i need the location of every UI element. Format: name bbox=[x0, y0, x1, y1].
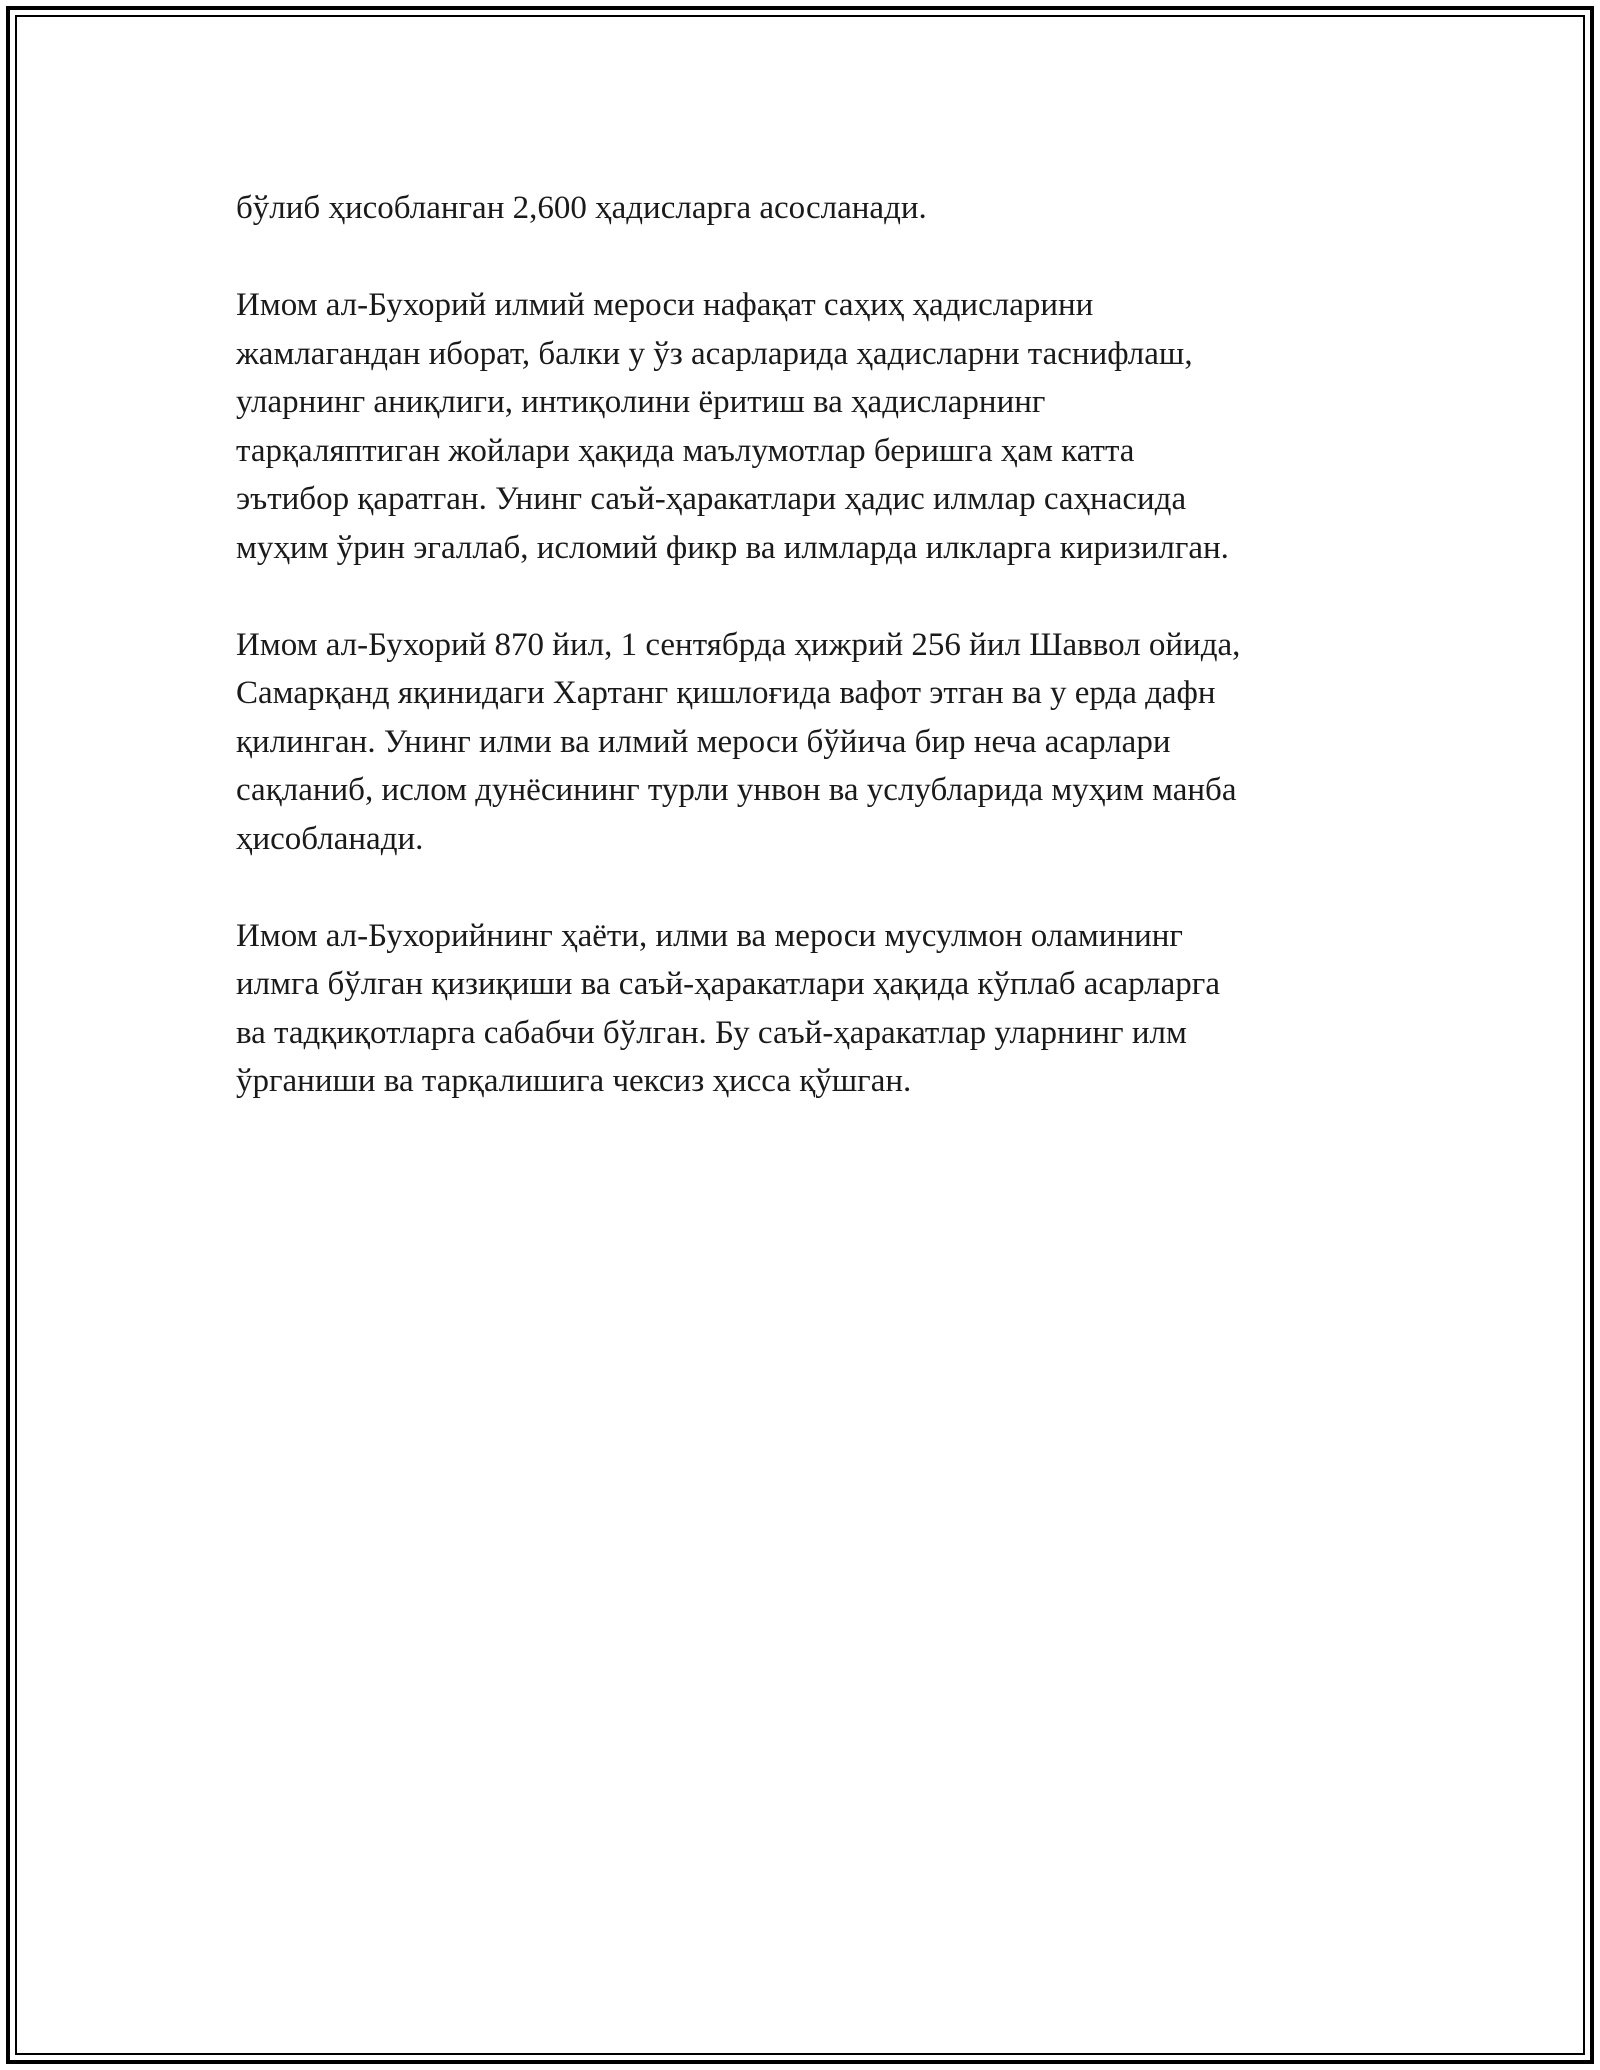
document-body bbox=[236, 184, 1396, 1154]
text-line: Имом ал-Бухорий 870 йил, 1 сентябрда ҳижрий 256 йил Шаввол ойида, bbox=[236, 626, 1241, 663]
text-line: Самарқанд яқинидаги Хартанг қишлоғида вафот этган ва у ерда дафн bbox=[236, 675, 1216, 711]
text-line: қилинган. Унинг илми ва илмий мероси бўйича бир неча асарлари bbox=[236, 723, 1171, 760]
text-line: ўрганиши ва тарқалишига чексиз ҳисса қўшган. bbox=[236, 1063, 912, 1099]
text-line: Имом ал-Бухорийнинг ҳаёти, илми ва мероси мусулмон оламининг bbox=[236, 917, 1183, 954]
text-line: эътибор қаратган. Унинг саъй-ҳаракатлари ҳадис илмлар саҳнасида bbox=[236, 481, 1187, 517]
paragraph-1 bbox=[236, 184, 1396, 233]
text-line: илмга бўлган қизиқиши ва саъй-ҳаракатлари ҳақида кўплаб асарларга bbox=[236, 966, 1220, 1002]
text-line: сақланиб, ислом дунёсининг турли унвон ва услубларида муҳим манба bbox=[236, 772, 1237, 808]
text-line: тарқаляптиган жойлари ҳақида маълумотлар беришга ҳам катта bbox=[236, 432, 1135, 469]
text-line: уларнинг аниқлиги, интиқолини ёритиш ва ҳадисларнинг bbox=[236, 384, 1046, 420]
text-line: Имом ал-Бухорий илмий мероси нафақат саҳиҳ ҳадисларини bbox=[236, 287, 1094, 323]
text-line: муҳим ўрин эгаллаб, исломий фикр ва илмларда илкларга киризилган. bbox=[236, 529, 1229, 566]
text-line: жамлагандан иборат, балки у ўз асарларида ҳадисларни таснифлаш, bbox=[236, 335, 1193, 372]
paragraph-2 bbox=[236, 281, 1396, 572]
text-line: бўлиб ҳисобланган 2,600 ҳадисларга асосланади. bbox=[236, 190, 927, 226]
paragraph-4 bbox=[236, 912, 1396, 1106]
text-line: ва тадқиқотларга сабабчи бўлган. Бу саъй-ҳаракатлар уларнинг илм bbox=[236, 1014, 1187, 1051]
text-line: ҳисобланади. bbox=[236, 820, 424, 857]
paragraph-3 bbox=[236, 621, 1396, 864]
